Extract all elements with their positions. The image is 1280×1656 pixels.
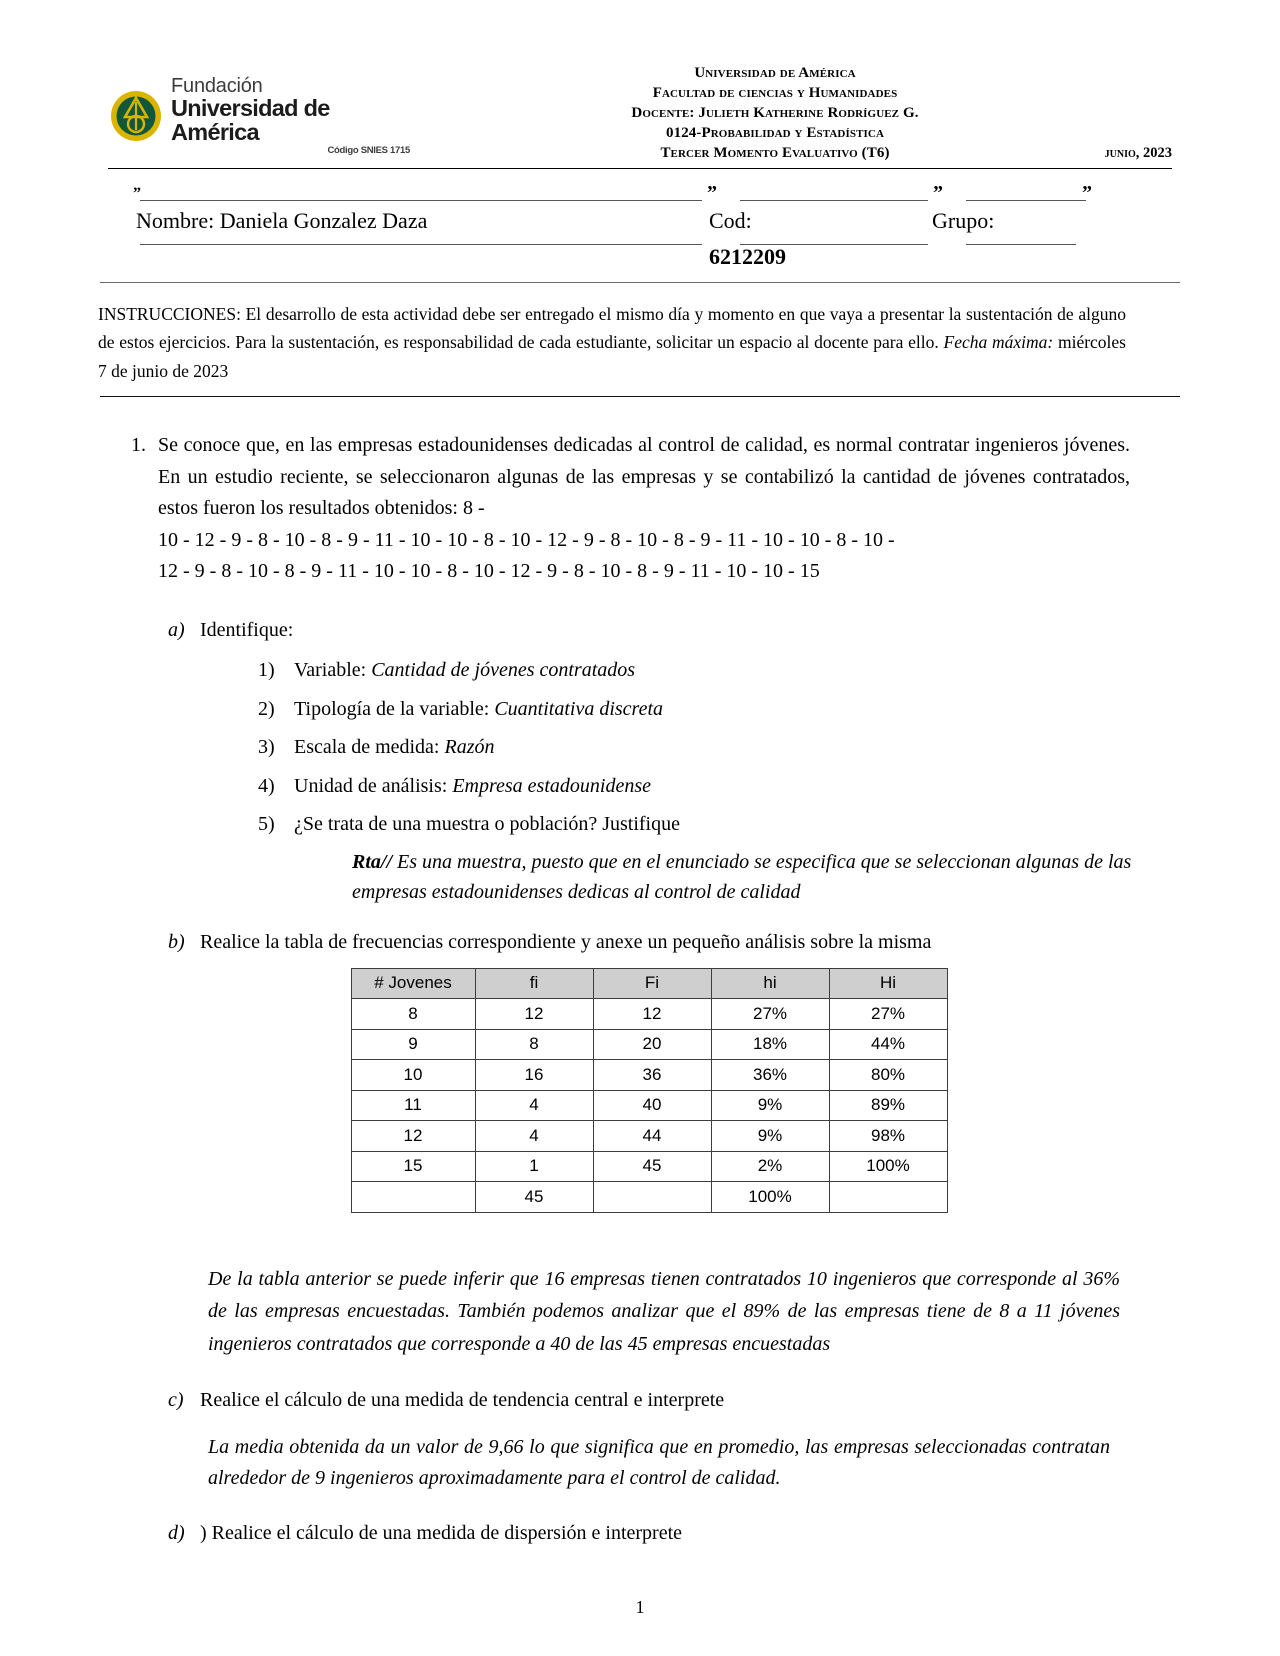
instructions-text-1: El desarrollo de esta actividad debe ser entregado el mismo día y momento en que vaya a presentar la sustentación de alguno de estos ejercicios. Para la sustentación, es responsabilidad de cada estudiante, solicitar un espacio al docente para ello. <box>98 304 1126 353</box>
list-item <box>258 770 1158 804</box>
list-item <box>258 654 1158 688</box>
rta-prefix: Rta// <box>352 850 393 873</box>
part-a-answer <box>258 847 1158 908</box>
column-header-hi: hi <box>711 968 829 999</box>
part-d-title: ) Realice el cálculo de una medida de dispersión e interprete <box>200 1522 683 1545</box>
question-number: 1. <box>131 434 146 456</box>
cell-jovenes: 9 <box>351 1029 475 1060</box>
page-number: 1 <box>635 1597 645 1617</box>
logo-line-universidad: Universidad de América <box>171 94 330 146</box>
tick-mark-1: ” <box>133 185 141 202</box>
cell-fi: 1 <box>475 1151 593 1182</box>
form-divider-rule <box>100 282 1180 283</box>
instructions-emphasis: Fecha máxima: <box>943 332 1054 353</box>
cell-fi: 12 <box>475 999 593 1030</box>
column-header-Hi: Hi <box>829 968 947 999</box>
part-b-analysis: De la tabla anterior se puede inferir que 16 empresas tienen contratados 10 ingenieros que corresponde al 36% de las empresas encuestadas. También podemos analizar que el 89% de las empresas tiene de 8 a 11 jóvenes ingenieros contratados que corresponde a 40 de las 45 empresas encuestadas <box>208 1267 1120 1355</box>
cell-hi: 36% <box>711 1060 829 1091</box>
cod-field[interactable] <box>709 208 752 234</box>
cell-Fi: 45 <box>593 1151 711 1182</box>
cell-hi: 9% <box>711 1090 829 1121</box>
question-data-line-2: 10 - 12 - 9 - 8 - 10 - 8 - 9 - 11 - 10 - 10 - 8 - 10 - 12 - 9 - 8 - 10 - 8 - 9 - 11 - 10 - 10 - 8 - 10 - <box>158 528 895 551</box>
name-top-rule <box>140 200 702 201</box>
university-crest-icon <box>110 90 162 142</box>
question-1 <box>0 430 1280 588</box>
item-number: 2) <box>258 697 275 720</box>
grupo-label: Grupo: <box>932 208 995 233</box>
part-c-title: Realice el cálculo de una medida de tendencia central e interprete <box>200 1388 725 1411</box>
cell-fi: 4 <box>475 1121 593 1152</box>
list-item <box>258 808 1158 842</box>
question-data-line-3: 12 - 9 - 8 - 10 - 8 - 9 - 11 - 10 - 10 - 8 - 10 - 12 - 9 - 8 - 10 - 8 - 9 - 11 - 10 - 10 - 15 <box>158 560 820 583</box>
cell-hi-total: 100% <box>711 1182 829 1213</box>
logo-line-snies: Código SNIES 1715 <box>327 144 410 156</box>
cell-Fi: 40 <box>593 1090 711 1121</box>
cell-Hi: 100% <box>829 1151 947 1182</box>
cod-value: 6212209 <box>709 244 786 269</box>
cell-fi: 16 <box>475 1060 593 1091</box>
document-body <box>0 430 1280 1549</box>
item-number: 1) <box>258 658 275 681</box>
name-bottom-rule <box>140 244 702 245</box>
item-number: 5) <box>258 813 275 836</box>
part-a-title: Identifique: <box>200 618 294 641</box>
list-item <box>258 693 1158 727</box>
column-header-fi: fi <box>475 968 593 999</box>
table-row <box>351 999 947 1030</box>
cell-jovenes <box>351 1182 475 1213</box>
part-c <box>0 1384 1280 1416</box>
name-label: Nombre: <box>136 208 215 233</box>
cell-hi: 9% <box>711 1121 829 1152</box>
item-label: Unidad de análisis: <box>294 774 448 797</box>
part-a <box>0 614 1280 908</box>
header-teacher: Docente: Julieth Katherine Rodríguez G. <box>631 104 919 121</box>
table-row <box>351 1151 947 1182</box>
cell-hi: 27% <box>711 999 829 1030</box>
cell-Fi: 20 <box>593 1029 711 1060</box>
frequency-table-wrapper <box>0 968 1280 1213</box>
university-logo <box>110 62 410 156</box>
cod-label: Cod: <box>709 208 752 233</box>
part-a-items <box>200 654 1158 908</box>
cell-Fi: 12 <box>593 999 711 1030</box>
name-value: Daniela Gonzalez Daza <box>219 208 428 233</box>
cell-Fi <box>593 1182 711 1213</box>
header-evaluation: Tercer Momento Evaluativo (T6) <box>660 144 890 161</box>
header-rule <box>108 168 1172 169</box>
item-answer: Cantidad de jóvenes contratados <box>371 658 636 681</box>
header-course: 0124-Probabilidad y Estadística <box>666 124 884 141</box>
item-label: ¿Se trata de una muestra o población? Justifique <box>294 813 680 836</box>
table-row <box>351 1090 947 1121</box>
tick-mark-4: ” <box>1082 182 1092 204</box>
item-answer: Empresa estadounidense <box>452 774 651 797</box>
table-row <box>351 1060 947 1091</box>
question-statement-block <box>158 430 1130 588</box>
table-header-row <box>351 968 947 999</box>
logo-line-fundacion: Fundación <box>171 75 263 97</box>
item-number: 3) <box>258 736 275 759</box>
item-label: Tipología de la variable: <box>294 697 490 720</box>
item-label: Variable: <box>294 658 367 681</box>
cell-Hi: 80% <box>829 1060 947 1091</box>
table-row <box>351 1029 947 1060</box>
question-statement: Se conoce que, en las empresas estadounidenses dedicadas al control de calidad, es normal contratar ingenieros jóvenes. En un estudio reciente, se seleccionaron algunas de las empresas y se contabilizó la cantidad de jóvenes contratados, estos fueron los resultados obtenidos: 8 - <box>158 434 1130 520</box>
grupo-field[interactable] <box>932 208 994 234</box>
column-header-Fi: Fi <box>593 968 711 999</box>
part-b <box>0 926 1280 958</box>
item-label: Escala de medida: <box>294 736 440 759</box>
cell-Hi: 89% <box>829 1090 947 1121</box>
cell-hi: 18% <box>711 1029 829 1060</box>
grupo-top-rule <box>966 200 1086 201</box>
table-row <box>351 1121 947 1152</box>
cod-top-rule <box>740 200 928 201</box>
tick-mark-3: ” <box>933 182 943 204</box>
cell-Hi: 98% <box>829 1121 947 1152</box>
rta-text: Es una muestra, puesto que en el enunciado se especifica que se seleccionan algunas de las empresas estadounidenses dedicas al control de calidad <box>352 850 1132 904</box>
list-item <box>258 731 1158 765</box>
part-b-marker: b) <box>168 930 185 953</box>
header-faculty: Facultad de ciencias y Humanidades <box>652 84 898 101</box>
part-c-answer: La media obtenida da un valor de 9,66 lo que significa que en promedio, las empresas seleccionadas contratan alrededor de 9 ingenieros aproximadamente para el control de calidad. <box>208 1435 1110 1490</box>
instructions-paragraph <box>98 300 1126 385</box>
tick-mark-2: ” <box>707 182 717 204</box>
cell-jovenes: 8 <box>351 999 475 1030</box>
instructions-text-2: miércoles 7 de junio de 2023 <box>98 332 1126 381</box>
cell-Hi: 44% <box>829 1029 947 1060</box>
header-institution: Universidad de América <box>694 65 856 81</box>
header-center-block <box>370 62 1180 164</box>
part-b-title: Realice la tabla de frecuencias correspondiente y anexe un pequeño análisis sobre la misma <box>200 930 932 953</box>
cell-fi: 4 <box>475 1090 593 1121</box>
cell-jovenes: 15 <box>351 1151 475 1182</box>
cell-jovenes: 10 <box>351 1060 475 1091</box>
cell-hi: 2% <box>711 1151 829 1182</box>
header-date: junio, 2023 <box>1104 145 1172 161</box>
cell-Hi <box>829 1182 947 1213</box>
item-number: 4) <box>258 774 275 797</box>
item-answer: Cuantitativa discreta <box>494 697 664 720</box>
table-total-row <box>351 1182 947 1213</box>
cell-jovenes: 11 <box>351 1090 475 1121</box>
cell-fi: 8 <box>475 1029 593 1060</box>
cell-fi-total: 45 <box>475 1182 593 1213</box>
instructions-label: INSTRUCCIONES: <box>98 304 241 324</box>
instructions-divider-rule <box>100 396 1180 397</box>
student-form-row <box>0 182 1280 278</box>
cell-Fi: 44 <box>593 1121 711 1152</box>
part-c-marker: c) <box>168 1388 184 1411</box>
grupo-bottom-rule <box>966 244 1076 245</box>
frequency-table <box>351 968 948 1213</box>
cell-Fi: 36 <box>593 1060 711 1091</box>
part-a-marker: a) <box>168 618 185 641</box>
cell-jovenes: 12 <box>351 1121 475 1152</box>
part-d <box>0 1517 1280 1549</box>
part-d-marker: d) <box>168 1522 185 1545</box>
name-field[interactable] <box>136 208 427 234</box>
cell-Hi: 27% <box>829 999 947 1030</box>
column-header-jovenes: # Jovenes <box>351 968 475 999</box>
item-answer: Razón <box>444 736 495 759</box>
